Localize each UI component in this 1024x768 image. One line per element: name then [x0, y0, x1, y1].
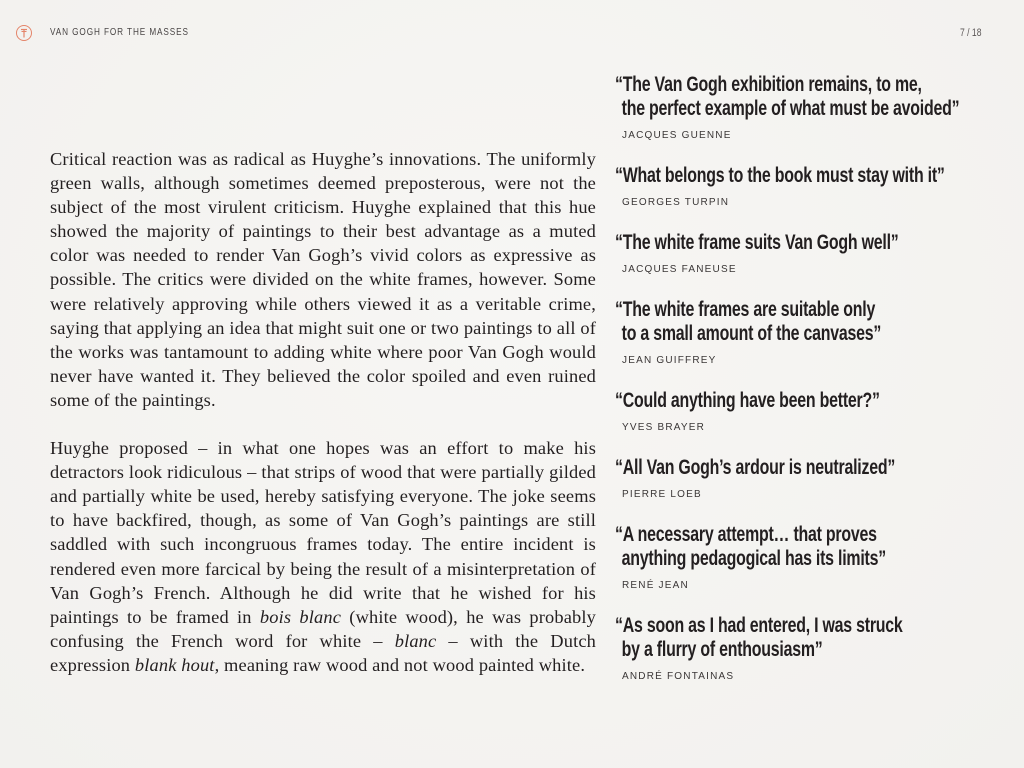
quote-block [615, 522, 1015, 591]
quote-author: GEORGES TURPIN [622, 197, 730, 208]
quote-author: PIERRE LOEB [622, 489, 702, 500]
text-segment: – with the Dutch expression [50, 630, 596, 675]
quote-block [615, 230, 1015, 275]
book-title: VAN GOGH FOR THE MASSES [50, 27, 189, 38]
quote-line: “What belongs to the book must stay with it” [615, 163, 945, 187]
quote-line: “A necessary attempt… that proves [615, 522, 877, 546]
quote-line: “All Van Gogh’s ardour is neutralized” [615, 455, 896, 479]
pen-nib-glyph-icon [20, 28, 28, 38]
quote-line: “The Van Gogh exhibition remains, to me, [615, 72, 922, 96]
text-segment: Huyghe proposed – in what one hopes was an effort to make his detractors look ridiculous – that strips of wood that were partially gilded and partially white be used, hereby satisfying everyone. The joke seems to have backfired, though, as some of Van Gogh’s paintings are still saddled with such incongruous frames today. The entire incident is rendered even more farcical by being the result of a misinterpretation of Van Gogh’s French. Although he did write that he wished for his paintings to be framed in [50, 438, 596, 627]
quote-block [615, 455, 1015, 500]
page-header [16, 24, 1024, 48]
text-segment: , meaning raw wood and not wood painted white. [214, 654, 586, 675]
text-segment: Critical reaction was as radical as Huyghe’s innovations. The uniformly green walls, although sometimes deemed preposterous, were not the subject of the most virulent criticism. Huyghe explained that this hue showed the majority of paintings to their best advantage as a muted color was needed to render Van Gogh’s vivid colors as expressive as possible. The critics were divided on the white frames, however. Some were relatively approving while others viewed it as a veritable crime, saying that applying an idea that might suit one or two paintings to all of the works was tantamount to adding white where poor Van Gogh would never have wanted it. They believed the color spoiled and even ruined some of the paintings. [50, 149, 596, 410]
quote-line: “As soon as I had entered, I was struck [615, 613, 903, 637]
quote-block [615, 297, 1015, 366]
italic-term: bois blanc [259, 606, 342, 627]
quote-block [615, 72, 1015, 141]
quote-block [615, 613, 1015, 682]
quote-author: YVES BRAYER [622, 422, 706, 433]
main-text-column [50, 147, 596, 701]
text-segment: (white wood), he was probably confusing the French word for white – [50, 606, 596, 651]
quote-author: JACQUES FANEUSE [622, 264, 737, 275]
quote-line: anything pedagogical has its limits” [621, 546, 886, 570]
quote-text [615, 613, 911, 661]
quote-line: “The white frames are suitable only [615, 297, 876, 321]
quote-author: RENÉ JEAN [622, 580, 689, 591]
page-indicator: 7 / 18 [960, 27, 982, 39]
quote-line: by a flurry of enthousiasm” [621, 637, 823, 661]
critic-quotes-column [615, 72, 1015, 704]
italic-term: blank hout [134, 654, 215, 675]
quote-text [615, 163, 945, 187]
quote-text [615, 388, 911, 412]
quote-block [615, 388, 1015, 433]
quote-author: ANDRÉ FONTAINAS [622, 671, 735, 682]
quote-text [615, 522, 911, 570]
body-paragraph [50, 147, 596, 412]
quote-text [615, 72, 960, 120]
quote-text [615, 230, 911, 254]
quote-text [615, 297, 911, 345]
quote-line: “Could anything have been better?” [615, 388, 880, 412]
quote-author: JACQUES GUENNE [622, 130, 732, 141]
quote-line: “The white frame suits Van Gogh well” [615, 230, 899, 254]
quote-author: JEAN GUIFFREY [622, 355, 717, 366]
quote-block [615, 163, 1015, 208]
italic-term: blanc [394, 630, 437, 651]
quote-text [615, 455, 911, 479]
book-logo-icon[interactable] [16, 25, 32, 41]
quote-line: the perfect example of what must be avoided” [621, 96, 960, 120]
quote-line: to a small amount of the canvases” [621, 321, 882, 345]
body-paragraph [50, 436, 596, 677]
